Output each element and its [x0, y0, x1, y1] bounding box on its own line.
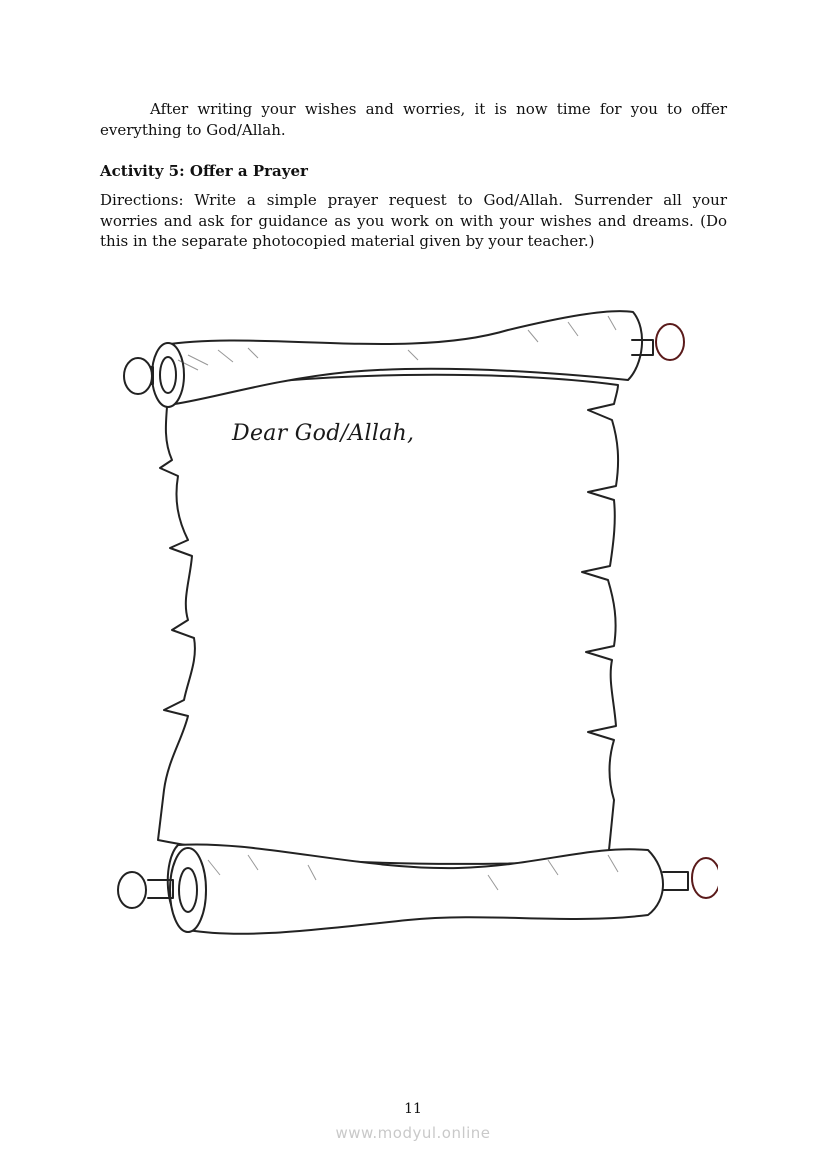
intro-paragraph: After writing your wishes and worries, it is now time for you to offer everything to God/Allah.	[100, 100, 727, 139]
watermark: www.modyul.online	[335, 1124, 491, 1142]
page-number: 11	[404, 1101, 422, 1117]
directions-paragraph: Directions: Write a simple prayer request to God/Allah. Surrender all your worries and ask for guidance as you work on with your wishes and dreams. (Do this in the separate photocopied material given by your teacher.)	[100, 191, 727, 250]
prayer-scroll-illustration	[108, 300, 718, 950]
parchment-body	[158, 375, 618, 864]
activity-heading: Activity 5: Offer a Prayer	[100, 162, 308, 180]
scroll-salutation: Dear God/Allah,	[232, 421, 415, 446]
